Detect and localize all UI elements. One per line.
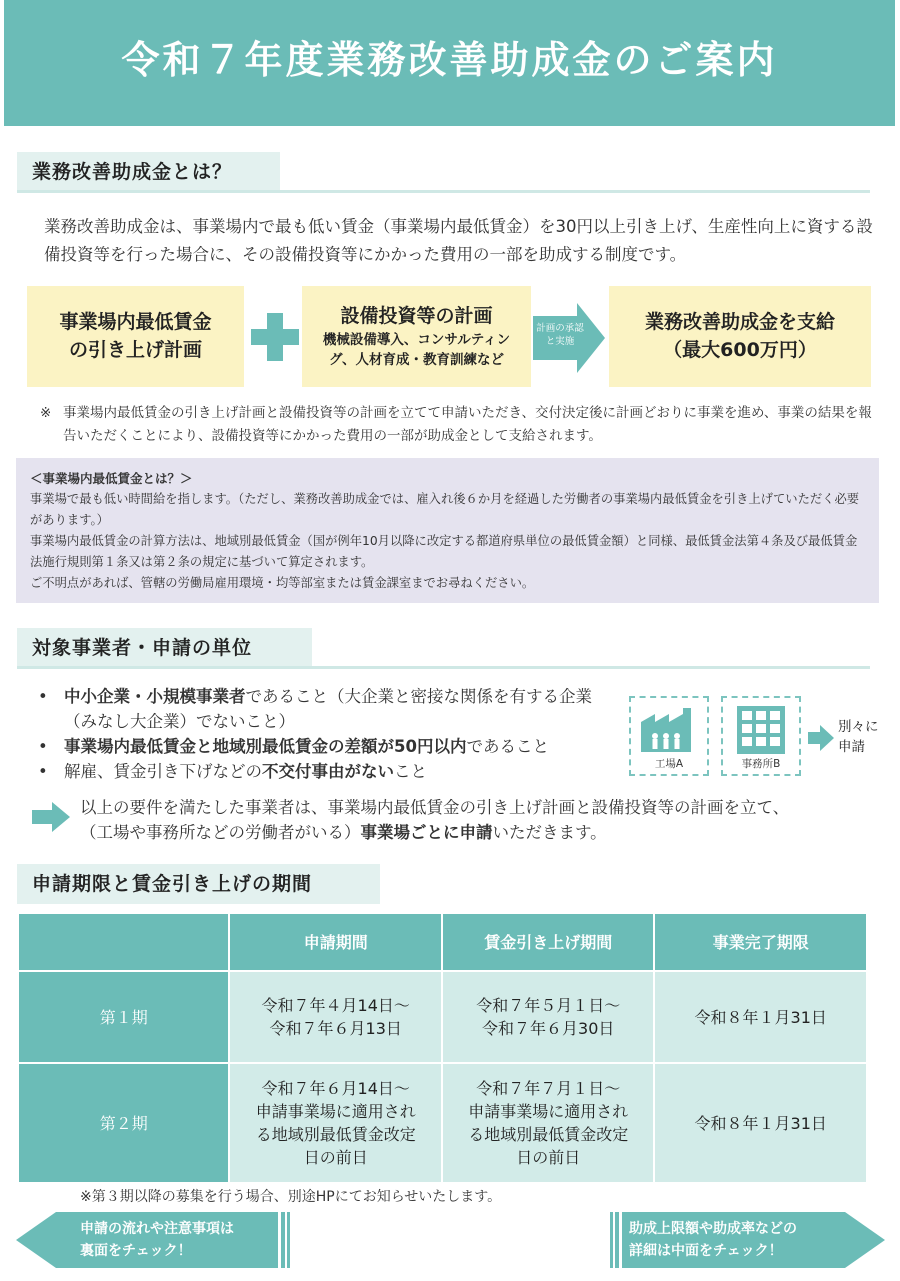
summary-text <box>80 795 880 845</box>
summary-bold: 事業場ごとに申請 <box>360 823 493 842</box>
column-header: 申請期間 <box>229 913 442 971</box>
row-label: 第２期 <box>18 1063 229 1183</box>
summary-text-part: いただきます。 <box>492 823 607 842</box>
summary-line2 <box>80 820 880 845</box>
info-box-p2: 事業場内最低賃金の計算方法は、地域別最低賃金（国が例年10月以降に改定する都道府県単位の最低賃金額）と同様、最低賃金法第４条及び最低賃金法施行規則第１条又は第２条の規定に基づいて算定されます。 <box>30 534 858 569</box>
deadline-cell: 令和８年１月31日 <box>654 971 867 1063</box>
section-divider <box>17 190 870 193</box>
apply-period-cell <box>229 1063 442 1183</box>
bullet-text: 解雇、賃金引き下げなどの <box>64 762 262 781</box>
column-header: 事業完了期限 <box>654 913 867 971</box>
section-divider <box>17 666 870 669</box>
separate-apply-label <box>838 717 879 757</box>
min-wage-info-box <box>16 458 879 603</box>
subsidy-line1: 業務改善助成金を支給 <box>644 311 835 333</box>
inside-page-text <box>629 1218 797 1262</box>
inside-page-line1: 助成上限額や助成率などの <box>629 1221 797 1237</box>
section-title-schedule: 申請期限と賃金引き上げの期間 <box>17 864 380 904</box>
factory-card <box>629 696 709 776</box>
cell-line: 令和７年４月14日～ <box>261 996 410 1015</box>
eligibility-list <box>38 684 618 784</box>
cell-line: 令和７年６月30日 <box>482 1019 615 1038</box>
bullet-bold: 中小企業・小規模事業者 <box>64 687 246 706</box>
approval-label <box>533 322 587 348</box>
list-item <box>38 759 618 784</box>
inside-page-line2: 詳細は中面をチェック！ <box>629 1243 783 1259</box>
deadline-cell: 令和８年１月31日 <box>654 1063 867 1183</box>
back-page-text <box>80 1218 234 1262</box>
page-title: 令和７年度業務改善助成金のご案内 <box>4 0 895 126</box>
bullet-text: であること <box>466 737 549 756</box>
investment-plan-sub2: グ、人材育成・教育訓練など <box>329 352 504 368</box>
wage-plan-line2: の引き上げ計画 <box>68 339 202 361</box>
back-page-link[interactable] <box>16 1212 291 1268</box>
approval-label-line1: 計画の承認 <box>536 323 584 334</box>
factory-label: 工場A <box>654 758 684 770</box>
cell-line: 令和７年６月13日 <box>269 1019 402 1038</box>
list-item <box>38 684 618 734</box>
raise-period-cell <box>442 971 655 1063</box>
table-row <box>18 971 867 1063</box>
schedule-table <box>17 912 868 1184</box>
cell-line: 日の前日 <box>303 1148 368 1167</box>
bullet-text: であること（大企業と密接な関係を有する企業（みなし大企業）でないこと） <box>64 687 592 731</box>
back-page-line2: 裏面をチェック！ <box>80 1243 192 1259</box>
info-box-p3: ご不明点があれば、管轄の労働局雇用環境・均等部室または賃金課室までお尋ねください。 <box>30 576 535 590</box>
cell-line: 令和７年５月１日～ <box>476 996 621 1015</box>
factory-icon <box>631 700 707 760</box>
section-title-eligibility: 対象事業者・申請の単位 <box>17 628 312 668</box>
table-header-row <box>18 913 867 971</box>
cell-line: る地域別最低賃金改定 <box>255 1125 416 1144</box>
column-header: 賃金引き上げ期間 <box>442 913 655 971</box>
info-box-title: ＜事業場内最低賃金とは？＞ <box>30 471 193 486</box>
inside-page-link[interactable] <box>609 1212 885 1268</box>
bullet-bold: 不交付事由がない <box>262 762 394 781</box>
list-item <box>38 734 618 759</box>
bullet-bold: 事業場内最低賃金と地域別最低賃金の差額が50円以内 <box>64 737 467 756</box>
cell-line: 令和７年７月１日～ <box>476 1079 621 1098</box>
office-label: 事務所B <box>741 758 781 770</box>
summary-line1: 以上の要件を満たした事業者は、事業場内最低賃金の引き上げ計画と設備投資等の計画を立て、 <box>80 798 790 817</box>
info-box-p1: 事業場で最も低い時間給を指します。（ただし、業務改善助成金では、雇入れ後６か月を経過した労働者の事業場内最低賃金を引き上げていただく必要があります。） <box>30 492 860 527</box>
back-page-line1: 申請の流れや注意事項は <box>80 1221 234 1237</box>
investment-plan-title: 設備投資等の計画 <box>340 305 493 327</box>
schedule-footnote: ※第３期以降の募集を行う場合、別途HPにてお知らせいたします。 <box>80 1189 502 1205</box>
separate-line2: 申請 <box>838 739 865 755</box>
wage-plan-line1: 事業場内最低賃金 <box>59 311 212 333</box>
subsidy-line2: （最大600万円） <box>663 339 817 361</box>
raise-period-cell <box>442 1063 655 1183</box>
bullet-text: こと <box>394 762 427 781</box>
wage-plan-box <box>27 286 244 387</box>
office-building-icon <box>723 700 799 760</box>
summary-text-part: （工場や事務所などの労働者がいる） <box>80 823 361 842</box>
process-note: 事業場内最低賃金の引き上げ計画と設備投資等の計画を立てて申請いただき、交付決定後に計画どおりに事業を進め、事業の結果を報告いただくことにより、設備投資等にかかった費用の一部が助成金として支給されます。 <box>63 405 872 444</box>
note-mark: ※ <box>40 405 52 421</box>
table-row <box>18 1063 867 1183</box>
approval-label-line2: と実施 <box>545 336 575 347</box>
subsidy-box <box>609 286 871 387</box>
cell-line: 日の前日 <box>516 1148 581 1167</box>
cell-line: 申請事業場に適用され <box>255 1102 416 1121</box>
cell-line: 令和７年６月14日～ <box>261 1079 410 1098</box>
intro-text: 業務改善助成金は、事業場内で最も低い賃金（事業場内最低賃金）を30円以上引き上げ、生産性向上に資する設備投資等を行った場合に、その設備投資等にかかった費用の一部を助成する制度です。 <box>44 217 873 264</box>
cell-line: る地域別最低賃金改定 <box>468 1125 629 1144</box>
small-arrow-icon <box>808 725 834 751</box>
section-title-about: 業務改善助成金とは？ <box>17 152 280 192</box>
office-card <box>721 696 801 776</box>
summary-arrow-icon <box>32 802 70 832</box>
cell-line: 申請事業場に適用され <box>468 1102 629 1121</box>
investment-plan-sub1: 機械設備導入、コンサルティン <box>322 332 511 348</box>
row-label: 第１期 <box>18 971 229 1063</box>
apply-period-cell <box>229 971 442 1063</box>
investment-plan-box <box>302 286 531 387</box>
table-corner <box>18 913 229 971</box>
separate-line1: 別々に <box>838 719 879 735</box>
plus-icon <box>249 311 301 363</box>
